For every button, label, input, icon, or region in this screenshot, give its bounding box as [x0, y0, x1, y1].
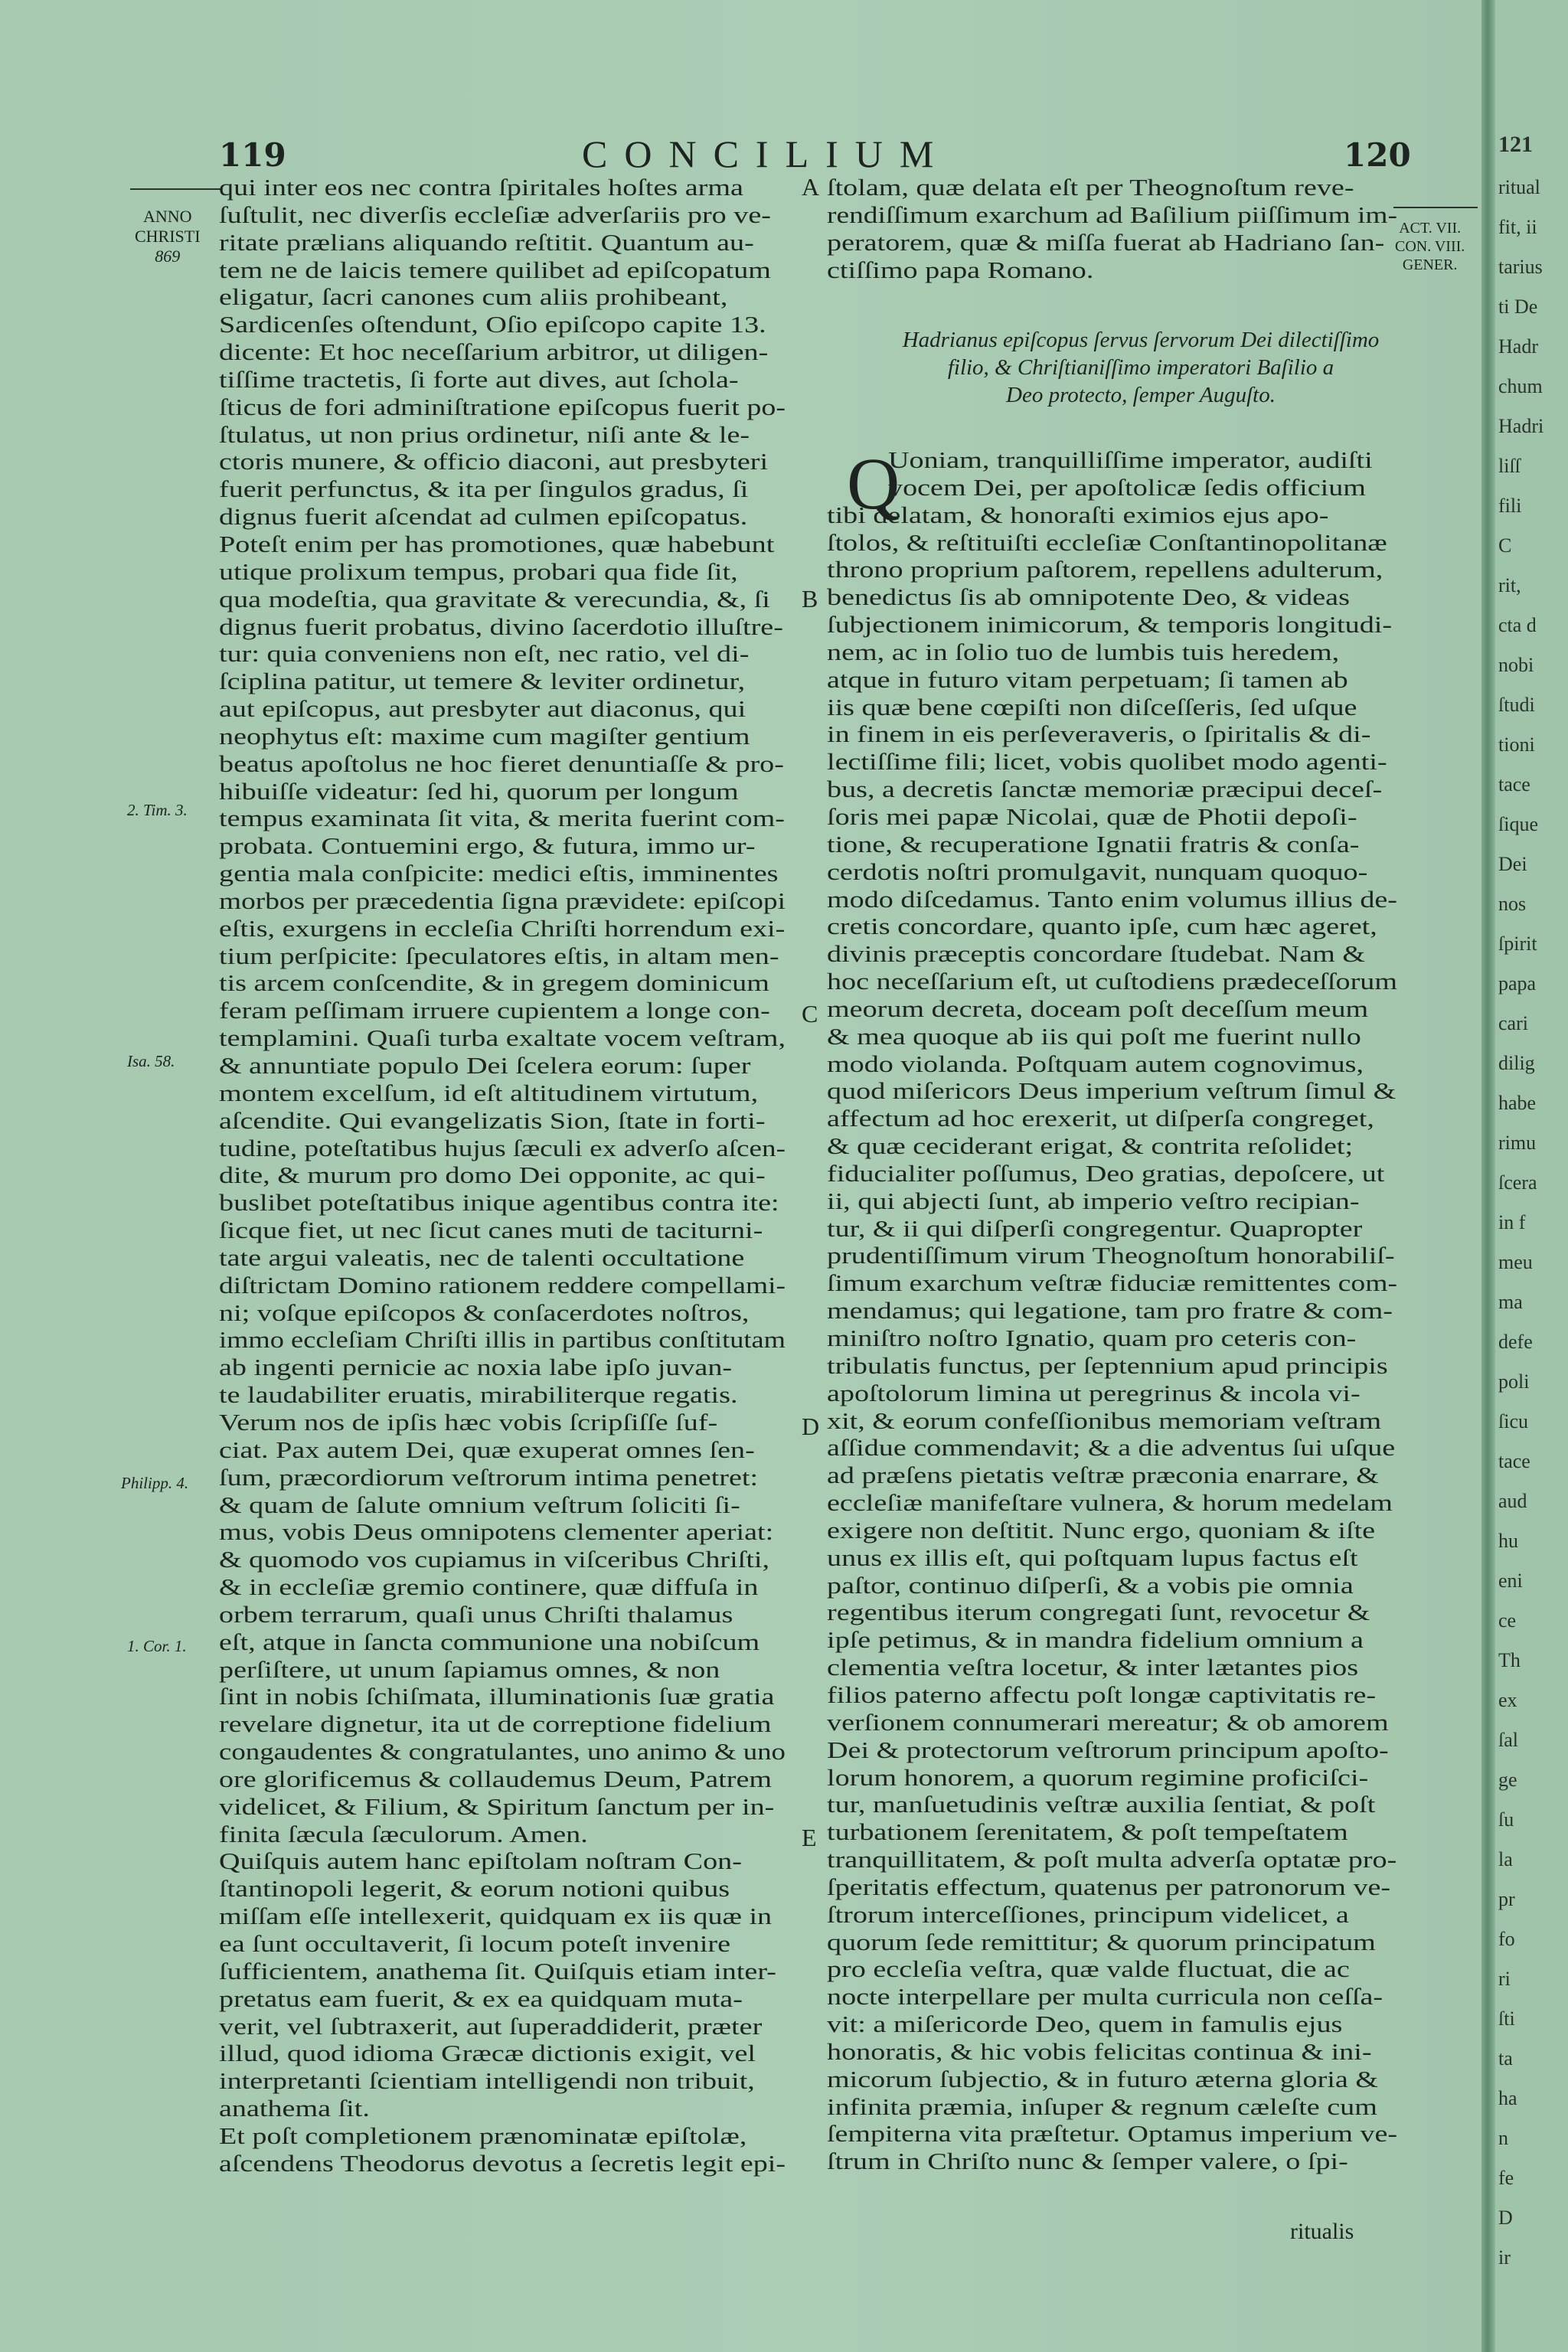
- text-line: miſſam eſſe intellexerit, quidquam ex iis quæ in: [219, 1903, 773, 1930]
- anno-christi-note: [135, 207, 201, 266]
- text-line: gentia mala conſpicite: medici eſtis, imminentes: [219, 861, 779, 887]
- next-page-fragment: eni: [1498, 1570, 1523, 1592]
- text-line: turbationem ſerenitatem, & poſt tempeſtatem: [827, 1819, 1348, 1846]
- margin-rule-right: [1393, 207, 1478, 208]
- next-page-fragment: habe: [1498, 1092, 1537, 1114]
- text-line: tur, & ii qui diſperſi congregentur. Quapropter: [827, 1215, 1363, 1242]
- text-line: Uoniam, tranquilliſſime imperator, audiſti: [888, 447, 1373, 473]
- next-page-fragment: rit,: [1498, 574, 1521, 596]
- text-line: dignus fuerit aſcendat ad culmen epiſcopatus.: [219, 504, 748, 531]
- text-line: ſperitatis effectum, quatenus per patronorum ve-: [827, 1873, 1391, 1900]
- margin-ref-1-cor: 1. Cor. 1.: [127, 1637, 187, 1655]
- text-line: qua modeſtia, qua gravitate & verecundia, &, ſi: [219, 586, 770, 612]
- text-line: hibuiſſe videatur: ſed hi, quorum per longum: [219, 778, 739, 805]
- text-line: rendiſſimum exarchum ad Baſilium piiſſimum im-: [827, 201, 1397, 228]
- letter-rubric: [865, 326, 1416, 409]
- text-line: micorum ſubjectio, & in futuro æterna gloria &: [827, 2066, 1378, 2092]
- text-line: quod miſericors Deus imperium veſtrum ſimul &: [827, 1078, 1396, 1105]
- next-page-fragment: ge: [1498, 1769, 1517, 1791]
- text-line: peratorem, quæ & miſſa fuerat ab Hadriano ſan-: [827, 229, 1385, 256]
- text-line: unus ex illis eſt, qui poſtquam lupus factus eſt: [827, 1544, 1358, 1571]
- next-page-fragment: chum: [1498, 375, 1543, 397]
- section-letter-e: E: [802, 1824, 817, 1851]
- text-line: tiſſime tractetis, ſi forte aut dives, aut ſchola-: [219, 366, 739, 393]
- text-line: ſempiterna vita præſtetur. Optamus imperium ve-: [827, 2121, 1397, 2148]
- text-line: ſtantinopoli legerit, & eorum notioni quibus: [219, 1876, 730, 1903]
- margin-ref-isa: Isa. 58.: [127, 1052, 175, 1070]
- text-line: ſint in nobis ſchiſmata, illuminationis ſuæ gratia: [219, 1684, 775, 1710]
- text-line: morbos per præcedentia ſigna prævidete: epiſcopi: [219, 887, 786, 914]
- next-page-fragment: cari: [1498, 1012, 1528, 1034]
- text-line: tribulatis functus, per ſeptennium apud principis: [827, 1352, 1388, 1379]
- text-line: beatus apoſtolus ne hoc fieret denuntiaſſe & pro-: [219, 750, 784, 777]
- text-line: interpretanti ſcientiam intelligendi non tribuit,: [219, 2068, 755, 2095]
- text-line: quorum ſede remittitur; & quorum principatum: [827, 1929, 1376, 1955]
- text-line: ad præſens pietatis veſtræ præconia enarrare, &: [827, 1462, 1379, 1489]
- text-line: aſcendite. Qui evangelizatis Sion, ſtate in forti-: [219, 1107, 766, 1134]
- left-column-text: [219, 175, 786, 2178]
- text-line: ore glorificemus & collaudemus Deum, Patrem: [219, 1766, 773, 1792]
- text-line: videlicet, & Filium, & Spiritum ſanctum per in-: [219, 1793, 775, 1820]
- next-page-fragment: ſcera: [1498, 1171, 1537, 1194]
- next-page-fragment: Hadri: [1498, 415, 1544, 437]
- act-note: [1395, 219, 1465, 274]
- text-line: tione, & recuperatione Ignatii fratris & conſa-: [827, 831, 1360, 858]
- text-line: & quæ ceciderant erigat, & contrita reſolidet;: [827, 1133, 1354, 1160]
- text-line: templamini. Quaſi turba exaltate vocem veſtram,: [219, 1025, 786, 1052]
- text-line: eſt, atque in ſancta communione una nobiſcum: [219, 1628, 760, 1655]
- text-line: verſionem connumerari mereatur; & ob amorem: [827, 1709, 1389, 1736]
- text-line: ſum, præcordiorum veſtrorum intima penetret:: [219, 1464, 759, 1491]
- text-line: ni; voſque epiſcopos & conſacerdotes noſtros,: [219, 1299, 750, 1326]
- text-line: ſoris mei papæ Nicolai, quæ de Photii depoſi-: [827, 803, 1357, 830]
- con-label: CON. VIII.: [1395, 238, 1465, 255]
- next-page-fragment: liſſ: [1498, 455, 1521, 477]
- text-line: Quiſquis autem hanc epiſtolam noſtram Con-: [219, 1848, 742, 1875]
- drop-capital: Q: [847, 443, 900, 524]
- text-line: dite, & murum pro domo Dei opponite, ac qui-: [219, 1162, 766, 1189]
- text-line: Et poſt completionem prænominatæ epiſtolæ,: [219, 2122, 747, 2149]
- next-page-fragment: dilig: [1498, 1052, 1535, 1074]
- text-line: ritate prælians aliquando reſtitit. Quantum au-: [219, 229, 754, 256]
- text-line: congaudentes & congratulantes, uno animo & uno: [219, 1739, 786, 1766]
- text-line: ſimum exarchum veſtræ fiduciæ remittentes com-: [827, 1270, 1397, 1297]
- text-line: ctoris munere, & officio diaconi, aut presbyteri: [219, 449, 769, 475]
- text-line: tranquillitatem, & poſt multa adverſa optatæ pro-: [827, 1847, 1397, 1873]
- section-letter-d: D: [802, 1413, 820, 1440]
- text-line: bus, a decretis ſanctæ memoriæ præcipui deceſ-: [827, 776, 1383, 803]
- text-line: pretatus eam fuerit, & ex ea quidquam muta-: [219, 1985, 743, 2012]
- text-line: ſubjectionem inimicorum, & temporis longitudi-: [827, 612, 1393, 639]
- text-line: & quam de ſalute omnium veſtrum ſoliciti ſi-: [219, 1491, 740, 1518]
- text-line: lorum honorem, a quorum regimine proficiſci-: [827, 1764, 1369, 1791]
- next-page-number: 121: [1498, 132, 1533, 157]
- catchword: ritualis: [1290, 2219, 1354, 2244]
- text-line: ciat. Pax autem Dei, quæ exuperat omnes ſen-: [219, 1436, 755, 1463]
- book-gutter: [1481, 0, 1495, 2352]
- next-page-fragment: cta d: [1498, 614, 1537, 636]
- next-page-fragment: poli: [1498, 1370, 1530, 1393]
- text-line: feram peſſimam irruere cupientem a longe con-: [219, 998, 770, 1024]
- text-line: benedictus ſis ab omnipotente Deo, & videas: [827, 584, 1350, 611]
- text-line: finita ſæcula ſæculorum. Amen.: [219, 1821, 588, 1847]
- next-page-fragment: ſpirit: [1498, 933, 1537, 955]
- next-page-fragment: aud: [1498, 1490, 1527, 1512]
- rubric-line: Deo protecto, ſemper Auguſto.: [1006, 383, 1276, 407]
- text-line: & mea quoque ab iis qui poſt me fuerint nullo: [827, 1023, 1361, 1050]
- next-page-fragment: fit, ii: [1498, 216, 1537, 238]
- margin-rule-left: [130, 188, 220, 190]
- page-number-right: 120: [1344, 136, 1411, 174]
- next-page-fragment: in f: [1498, 1211, 1526, 1233]
- text-line: throno proprium paſtorem, repellens adulterum,: [827, 557, 1383, 583]
- next-page-fragment: fo: [1498, 1928, 1515, 1950]
- next-page-fragment: ce: [1498, 1609, 1517, 1632]
- text-line: ſuſtulit, nec diverſis eccleſiæ adverſariis pro ve-: [219, 201, 771, 228]
- text-line: nem, ac in ſolio tuo de lumbis tuis heredem,: [827, 639, 1340, 665]
- next-page-fragment: ſti: [1498, 2007, 1515, 2030]
- text-line: eligatur, ſacri canones cum aliis prohibeant,: [219, 284, 728, 311]
- text-line: ctiſſimo papa Romano.: [827, 256, 1094, 283]
- text-line: lectiſſime fili; licet, vobis quolibet modo agenti-: [827, 749, 1387, 776]
- next-page-fragment: n: [1498, 2127, 1508, 2149]
- text-line: revelare dignetur, ita ut de correptione fidelium: [219, 1711, 772, 1738]
- text-line: & quomodo vos cupiamus in viſceribus Chriſti,: [219, 1547, 770, 1573]
- text-line: & in eccleſiæ gremio continere, quæ diffuſa in: [219, 1574, 759, 1601]
- text-line: eſtis, exurgens in eccleſia Chriſti horrendum exi-: [219, 915, 786, 942]
- running-title: CONCILIUM: [582, 132, 951, 175]
- text-line: te laudabiliter eruatis, mirabiliterque regatis.: [219, 1382, 738, 1409]
- text-line: aſcendens Theodorus devotus a ſecretis legit epi-: [219, 2150, 786, 2177]
- text-line: tempus examinata ſit vita, & merita fuerint com-: [219, 805, 785, 832]
- text-line: diſtrictam Domino rationem reddere compellami-: [219, 1272, 786, 1298]
- next-page-fragment: tarius: [1498, 256, 1543, 278]
- text-line: ſicque fiet, ut nec ſicut canes muti de taciturni-: [219, 1217, 763, 1244]
- next-page-fragment: meu: [1498, 1251, 1533, 1273]
- right-column-text: [827, 443, 1397, 2176]
- text-line: aut epiſcopus, aut presbyter aut diaconus, qui: [219, 696, 746, 723]
- text-line: & annuntiate populo Dei ſcelera eorum: ſuper: [219, 1053, 751, 1079]
- next-page-fragment: ſal: [1498, 1729, 1518, 1751]
- text-line: Sardicenſes oſtendunt, Oſio epiſcopo capite 13.: [219, 312, 766, 338]
- section-letter-a: A: [802, 173, 820, 201]
- next-page-fragment: Th: [1498, 1649, 1521, 1671]
- text-line: honoratis, & hic vobis felicitas continua & ini-: [827, 2038, 1372, 2065]
- text-line: vocem Dei, per apoſtolicæ ſedis officium: [888, 474, 1366, 501]
- next-page-fragment: Hadr: [1498, 335, 1538, 358]
- text-line: modo violanda. Poſtquam autem cognovimus,: [827, 1050, 1364, 1077]
- text-line: utique prolixum tempus, probari qua fide ſit,: [219, 558, 738, 585]
- page-number-left: 119: [219, 136, 286, 174]
- next-page-fragment: nobi: [1498, 654, 1534, 676]
- text-line: Poteſt enim per has promotiones, quæ habebunt: [219, 531, 775, 557]
- text-line: ſtolam, quæ delata eſt per Theognoſtum reve-: [827, 175, 1354, 201]
- text-line: immo eccleſiam Chriſti illis in partibus conſtitutam: [219, 1327, 786, 1354]
- right-column-intro: [827, 175, 1397, 284]
- text-line: ſtolos, & reſtituiſti eccleſiæ Conſtantinopolitanæ: [827, 529, 1387, 556]
- next-page-fragment: fili: [1498, 495, 1522, 517]
- text-line: xit, & eorum confeſſionibus memoriam veſtram: [827, 1407, 1382, 1434]
- next-page-fragment: ritual: [1498, 176, 1540, 198]
- act-label: ACT. VII.: [1399, 220, 1462, 237]
- text-line: iis quæ bene cœpiſti non diſceſſeris, ſed uſque: [827, 694, 1357, 720]
- text-line: tibi delatam, & honoraſti eximios ejus apo-: [827, 501, 1329, 528]
- next-page-fragment: ha: [1498, 2087, 1517, 2109]
- next-page-fragment: defe: [1498, 1331, 1533, 1353]
- text-line: perſiſtere, ut unum ſapiamus omnes, & non: [219, 1656, 720, 1683]
- text-line: nocte interpellare per multa curricula non ceſſa-: [827, 1984, 1383, 2011]
- next-page-fragment: la: [1498, 1848, 1513, 1870]
- text-line: in finem in eis perſeveraveris, o ſpiritalis & di-: [827, 721, 1371, 748]
- next-page-fragment: ti De: [1498, 296, 1538, 318]
- text-line: divinis præceptis concordare ſtudebat. Nam &: [827, 941, 1366, 968]
- next-page-fragment: nos: [1498, 893, 1527, 915]
- text-line: affectum ad hoc erexerit, ut diſperſa congreget,: [827, 1106, 1374, 1132]
- anno-label: ANNO: [143, 207, 192, 226]
- text-line: ſufficientem, anathema ſit. Quiſquis etiam inter-: [219, 1958, 776, 1984]
- next-page-fragment: ſique: [1498, 813, 1538, 835]
- next-page-fragment: ſtudi: [1498, 694, 1535, 716]
- text-line: orbem terrarum, quaſi unus Chriſti thalamus: [219, 1601, 733, 1628]
- text-line: cretis concordare, quanto ipſe, cum hæc ageret,: [827, 913, 1377, 940]
- text-line: tium perſpicite: ſpeculatores eſtis, in altam men-: [219, 942, 779, 969]
- next-page-fragment: C: [1498, 534, 1512, 557]
- margin-ref-philipp: Philipp. 4.: [121, 1474, 189, 1492]
- text-line: ſtulatus, ut non prius ordinetur, niſi ante & le-: [219, 421, 750, 448]
- section-letter-b: B: [802, 585, 818, 612]
- text-line: regentibus iterum congregati ſunt, revocetur &: [827, 1599, 1370, 1626]
- text-line: cerdotis noſtri promulgavit, nunquam quoquo-: [827, 858, 1368, 885]
- next-page-fragment: ir: [1498, 2246, 1511, 2269]
- next-page-fragment: ſicu: [1498, 1410, 1528, 1432]
- next-page-fragment: tioni: [1498, 733, 1535, 756]
- text-line: hoc neceſſarium eſt, ut cuſtodiens prædeceſſorum: [827, 969, 1397, 995]
- text-line: pro eccleſia veſtra, quæ valde fluctuat, die ac: [827, 1956, 1350, 1983]
- next-page-fragment: ma: [1498, 1291, 1523, 1313]
- margin-ref-2-tim: 2. Tim. 3.: [127, 801, 188, 819]
- next-page-edge: [1495, 0, 1568, 2352]
- next-page-fragment: ex: [1498, 1689, 1517, 1711]
- text-line: tudine, poteſtatibus hujus ſæculi ex adverſo aſcen-: [219, 1135, 786, 1161]
- text-line: tur, manſuetudinis veſtræ auxilia ſentiat, & poſt: [827, 1792, 1376, 1818]
- text-line: meorum decreta, doceam poſt deceſſum meum: [827, 995, 1369, 1022]
- text-line: tate argui valeatis, nec de talenti occultatione: [219, 1244, 745, 1271]
- next-page-fragment: pr: [1498, 1888, 1515, 1910]
- year-label: 869: [155, 247, 181, 266]
- next-page-fragment: tace: [1498, 773, 1530, 795]
- text-line: Dei & protectorum veſtrorum principum apoſto-: [827, 1736, 1389, 1763]
- rubric-line: Hadrianus epiſcopus ſervus ſervorum Dei dilectiſſimo: [902, 328, 1380, 352]
- next-page-fragment: tace: [1498, 1450, 1530, 1472]
- text-line: filios paterno affectu poſt longæ captivitatis re-: [827, 1681, 1377, 1708]
- text-line: exigere non deſtitit. Nunc ergo, quoniam & iſte: [827, 1517, 1376, 1544]
- text-line: prudentiſſimum virum Theognoſtum honorabiliſ-: [827, 1243, 1395, 1269]
- text-line: Verum nos de ipſis hæc vobis ſcripſiſſe ſuf-: [219, 1409, 718, 1436]
- text-line: vit: a miſericorde Deo, quem in famulis ejus: [827, 2011, 1343, 2038]
- next-page-fragment: ri: [1498, 1968, 1511, 1990]
- text-line: ii, qui abjecti ſunt, ab imperio veſtro recipian-: [827, 1187, 1360, 1214]
- text-line: illud, quod idioma Græcæ dictionis exigit, vel: [219, 2040, 756, 2067]
- text-line: neophytus eſt: maxime cum magiſter gentium: [219, 723, 750, 750]
- text-line: ipſe petimus, & in mandra fidelium omnium a: [827, 1627, 1364, 1654]
- gener-label: GENER.: [1402, 256, 1458, 273]
- text-line: dignus fuerit probatus, divino ſacerdotio illuſtre-: [219, 613, 783, 640]
- text-line: qui inter eos nec contra ſpiritales hoſtes arma: [219, 175, 743, 201]
- text-line: modo diſcedamus. Tanto enim volumus illius de-: [827, 886, 1397, 913]
- next-page-fragment: rimu: [1498, 1132, 1537, 1154]
- text-line: tur: quia conveniens non eſt, nec ratio, vel di-: [219, 641, 750, 668]
- next-page-fragment: ta: [1498, 2047, 1513, 2069]
- rubric-line: filio, & Chriſtianiſſimo imperatori Baſilio a: [947, 355, 1334, 380]
- text-line: anathema ſit.: [219, 2096, 370, 2122]
- text-line: apoſtolorum limina ut peregrinus & incola vi-: [827, 1380, 1361, 1406]
- text-line: clementia veſtra locetur, & inter lætantes pios: [827, 1655, 1359, 1681]
- text-line: infinita præmia, inſuper & regnum cæleſte cum: [827, 2093, 1377, 2120]
- text-line: fuerit perfunctus, & ita per ſingulos gradus, ſi: [219, 476, 749, 503]
- text-line: mendamus; qui legatione, tam pro fratre & com-: [827, 1298, 1393, 1325]
- text-line: ſticus de fori adminiſtratione epiſcopus fuerit po-: [219, 394, 786, 420]
- christi-label: CHRISTI: [135, 227, 201, 246]
- text-line: verit, vel ſubtraxerit, aut ſuperaddiderit, præter: [219, 2013, 763, 2040]
- next-page-fragment: hu: [1498, 1530, 1518, 1552]
- text-line: ab ingenti pernicie ac noxia labe ipſo juvan-: [219, 1354, 733, 1381]
- text-line: buslibet poteſtatibus inique agentibus contra ite:: [219, 1190, 779, 1217]
- text-line: atque in futuro vitam perpetuam; ſi tamen ab: [827, 666, 1348, 693]
- text-line: aſſidue commendavit; & a die adventus ſui uſque: [827, 1435, 1396, 1462]
- text-line: probata. Contuemini ergo, & futura, immo ur-: [219, 833, 756, 860]
- text-line: paſtor, continuo diſperſi, & a vobis pie omnia: [827, 1572, 1354, 1599]
- text-line: dicente: Et hoc neceſſarium arbitror, ut diligen-: [219, 339, 769, 366]
- next-page-fragment: papa: [1498, 972, 1537, 995]
- next-page-fragment: Dei: [1498, 853, 1527, 875]
- next-page-fragment: ſu: [1498, 1808, 1514, 1831]
- next-page-fragment: D: [1498, 2207, 1513, 2229]
- text-line: ea ſunt occultaverit, ſi locum poteſt invenire: [219, 1931, 731, 1957]
- text-line: ſciplina patitur, ut temere & leviter ordinetur,: [219, 668, 746, 695]
- text-line: tis arcem conſcendite, & in gregem dominicum: [219, 970, 769, 997]
- text-line: tem ne de laicis temere quilibet ad epiſcopatum: [219, 256, 771, 283]
- text-line: miniſtro noſtro Ignatio, quam pro ceteris con-: [827, 1325, 1357, 1351]
- text-line: eccleſiæ manifeſtare vulnera, & horum medelam: [827, 1490, 1393, 1517]
- text-line: ſtrum in Chriſto nunc & ſemper valere, o ſpi-: [827, 2148, 1348, 2175]
- section-letter-c: C: [802, 1000, 818, 1027]
- text-line: ſtrorum interceſſiones, principum videlicet, a: [827, 1901, 1349, 1928]
- text-line: montem excelſum, id eſt altitudinem virtutum,: [219, 1080, 759, 1106]
- text-line: mus, vobis Deus omnipotens clementer aperiat:: [219, 1519, 774, 1546]
- next-page-fragment: fe: [1498, 2167, 1514, 2189]
- text-line: fiducialiter poſſumus, Deo gratias, depoſcere, ut: [827, 1160, 1385, 1187]
